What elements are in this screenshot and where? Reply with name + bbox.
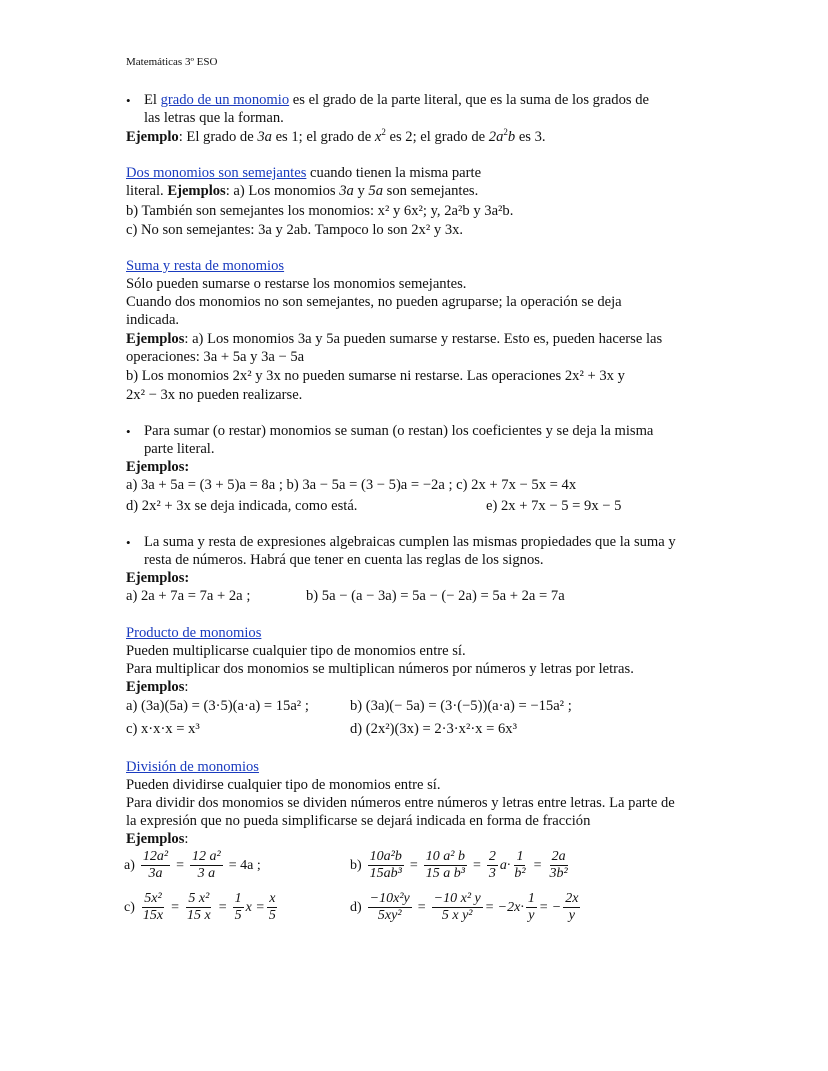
- examples-label: Ejemplos:: [126, 459, 190, 475]
- denominator: 3b²: [549, 866, 568, 881]
- equals: =: [417, 899, 426, 915]
- math: x: [374, 129, 382, 145]
- text: : El grado de: [178, 129, 258, 145]
- s3-line5: operaciones: 3a + 5a y 3a − 5a: [126, 349, 305, 365]
- s1-text: es el grado de la parte literal, que es la suma de los grados de: [289, 92, 649, 108]
- examples-label: Ejemplos: [167, 183, 226, 199]
- division-example-c: [124, 891, 280, 924]
- fraction: [368, 849, 404, 882]
- text: :: [184, 831, 189, 847]
- fraction: [512, 849, 527, 882]
- label: b): [350, 857, 362, 873]
- denominator: 5 x y²: [441, 908, 473, 923]
- equals: =: [176, 857, 184, 873]
- result: = 4a ;: [228, 857, 261, 873]
- text: son semejantes.: [383, 183, 479, 199]
- numerator: 5x²: [144, 891, 162, 906]
- semejantes-link[interactable]: Dos monomios son semejantes: [126, 165, 307, 181]
- text: cuando tienen la misma parte: [306, 165, 482, 181]
- examples-label: Ejemplos: [126, 331, 185, 347]
- s3-line4: [126, 331, 662, 348]
- math: 3a: [257, 129, 272, 145]
- text: es 2; el grado de: [385, 129, 489, 145]
- fraction: [548, 849, 570, 882]
- s3-line2: Cuando dos monomios no son semejantes, no pueden agruparse; la operación se deja: [126, 294, 622, 310]
- division-example-d: [350, 891, 582, 924]
- exponent: 2: [503, 127, 508, 137]
- fraction: [487, 849, 498, 882]
- numerator: 10 a² b: [425, 849, 465, 864]
- text: :: [184, 679, 189, 695]
- grado-monomio-link[interactable]: grado de un monomio: [160, 92, 290, 108]
- label: c): [124, 899, 135, 915]
- math: 5a: [368, 183, 384, 199]
- numerator: −10 x² y: [433, 891, 481, 906]
- s4-line1: Para sumar (o restar) monomios se suman (o restan) los coeficientes y se deja la misma: [144, 423, 654, 439]
- math: a·: [499, 857, 511, 873]
- denominator: 5xy²: [377, 908, 402, 923]
- producto-title[interactable]: Producto de monomios: [126, 625, 262, 641]
- bullet-icon: •: [126, 535, 131, 550]
- s4-line2: parte literal.: [144, 441, 215, 457]
- label: a): [124, 857, 135, 873]
- s3-line1: Sólo pueden sumarse o restarse los monomios semejantes.: [126, 276, 467, 292]
- fraction: [190, 849, 223, 882]
- numerator: 2: [488, 849, 496, 864]
- s6-line4b: d) (2x²)(3x) = 2·3·x²·x = 6x³: [350, 721, 517, 737]
- s5-line1: La suma y resta de expresiones algebraicas cumplen las mismas propiedades que la suma y: [144, 534, 676, 550]
- suma-resta-title[interactable]: Suma y resta de monomios: [126, 258, 285, 274]
- denominator: 15x: [142, 908, 164, 923]
- fraction: [185, 891, 213, 924]
- math: = −: [538, 899, 562, 915]
- example-label: Ejemplo: [126, 129, 179, 145]
- exponent: 2: [381, 127, 386, 137]
- s7-line1: Pueden dividirse cualquier tipo de monomios entre sí.: [126, 777, 441, 793]
- s6-line1: Pueden multiplicarse cualquier tipo de monomios entre sí.: [126, 643, 466, 659]
- examples-label: Ejemplos: [126, 679, 185, 695]
- math: b: [507, 129, 516, 145]
- text: y: [353, 183, 369, 199]
- text: : a) Los monomios: [225, 183, 340, 199]
- text: literal.: [126, 183, 168, 199]
- denominator: 15 a b³: [425, 866, 465, 881]
- s2-line4: c) No son semejantes: 3a y 2ab. Tampoco lo son 2x² y 3x.: [126, 222, 464, 238]
- s1-example: [126, 129, 546, 146]
- denominator: 15 x: [187, 908, 211, 923]
- s6-line4a: c) x·x·x = x³: [126, 721, 200, 737]
- denominator: 3 a: [197, 866, 216, 881]
- denominator: 3a: [148, 866, 163, 881]
- numerator: 5 x²: [188, 891, 210, 906]
- bullet-icon: •: [126, 93, 131, 108]
- fraction: [424, 849, 467, 882]
- text: es 3.: [515, 129, 546, 145]
- s7-examples: [126, 831, 188, 848]
- math: 3a: [339, 183, 354, 199]
- equals: =: [171, 899, 180, 915]
- math: 2a: [488, 129, 504, 145]
- s1-line1: [144, 92, 649, 109]
- denominator: y: [528, 908, 535, 923]
- s2-line3: b) También son semejantes los monomios: x² y 6x²; y, 2a²b y 3a²b.: [126, 203, 514, 219]
- s7-line2: Para dividir dos monomios se dividen números entre números y letras entre letras. La parte de: [126, 795, 675, 811]
- fraction: [526, 891, 537, 924]
- numerator: x: [269, 891, 276, 906]
- fraction: [563, 891, 580, 924]
- math: = −2x·: [484, 899, 524, 915]
- s4-line4b: e) 2x + 7x − 5 = 9x − 5: [486, 498, 622, 514]
- s3-line7: 2x² − 3x no pueden realizarse.: [126, 387, 303, 403]
- fraction: [141, 849, 170, 882]
- equals: =: [218, 899, 227, 915]
- s2-line2: [126, 183, 478, 200]
- s1-text: El: [144, 92, 161, 108]
- examples-label: Ejemplos:: [126, 570, 190, 586]
- s3-line3: indicada.: [126, 312, 180, 328]
- equals: =: [472, 857, 481, 873]
- numerator: 1: [234, 891, 242, 906]
- denominator: 5: [268, 908, 276, 923]
- s4-line4a: d) 2x² + 3x se deja indicada, como está.: [126, 498, 358, 514]
- numerator: 10a²b: [369, 849, 402, 864]
- s5-line3b: b) 5a − (a − 3a) = 5a − (− 2a) = 5a + 2a = 7a: [306, 588, 565, 604]
- text: es 1; el grado de: [271, 129, 375, 145]
- s3-line6: b) Los monomios 2x² y 3x no pueden sumarse ni restarse. Las operaciones 2x² + 3x y: [126, 368, 625, 384]
- s4-line3: a) 3a + 5a = (3 + 5)a = 8a ; b) 3a − 5a = (3 − 5)a = −2a ; c) 2x + 7x − 5x = 4x: [126, 477, 577, 493]
- equals: =: [409, 857, 418, 873]
- division-example-a: [124, 849, 265, 882]
- numerator: 1: [516, 849, 524, 864]
- examples-label: Ejemplos: [126, 831, 185, 847]
- s1-line2: las letras que la forman.: [144, 110, 284, 126]
- numerator: −10x²y: [369, 891, 410, 906]
- fraction: [432, 891, 483, 924]
- page-header: Matemáticas 3º ESO: [126, 56, 218, 68]
- numerator: 12a²: [142, 849, 169, 864]
- math: x =: [245, 899, 265, 915]
- denominator: 3: [488, 866, 496, 881]
- s2-line1: [126, 165, 481, 182]
- s6-line2: Para multiplicar dos monomios se multiplican números por números y letras por letras.: [126, 661, 634, 677]
- fraction: [267, 891, 278, 924]
- s6-examples: [126, 679, 188, 696]
- bullet-icon: •: [126, 424, 131, 439]
- label: d): [350, 899, 362, 915]
- equals: =: [533, 857, 542, 873]
- numerator: 12 a²: [192, 849, 221, 864]
- s5-line3a: a) 2a + 7a = 7a + 2a ;: [126, 588, 251, 604]
- s5-line2: resta de números. Habrá que tener en cuenta las reglas de los signos.: [144, 552, 544, 568]
- division-title[interactable]: División de monomios: [126, 759, 259, 775]
- numerator: 2x: [565, 891, 579, 906]
- denominator: y: [568, 908, 575, 923]
- fraction: [141, 891, 165, 924]
- fraction: [233, 891, 244, 924]
- fraction: [368, 891, 412, 924]
- numerator: 1: [527, 891, 535, 906]
- denominator: 15ab³: [369, 866, 402, 881]
- s6-line3a: a) (3a)(5a) = (3·5)(a·a) = 15a² ;: [126, 698, 309, 714]
- s6-line3b: b) (3a)(− 5a) = (3·(−5))(a·a) = −15a² ;: [350, 698, 572, 714]
- division-example-b: [350, 849, 572, 882]
- denominator: b²: [514, 866, 526, 881]
- s7-line3: la expresión que no pueda simplificarse se dejará indicada en forma de fracción: [126, 813, 591, 829]
- denominator: 5: [234, 908, 242, 923]
- numerator: 2a: [551, 849, 566, 864]
- text: : a) Los monomios 3a y 5a pueden sumarse y restarse. Esto es, pueden hacerse las: [184, 331, 663, 347]
